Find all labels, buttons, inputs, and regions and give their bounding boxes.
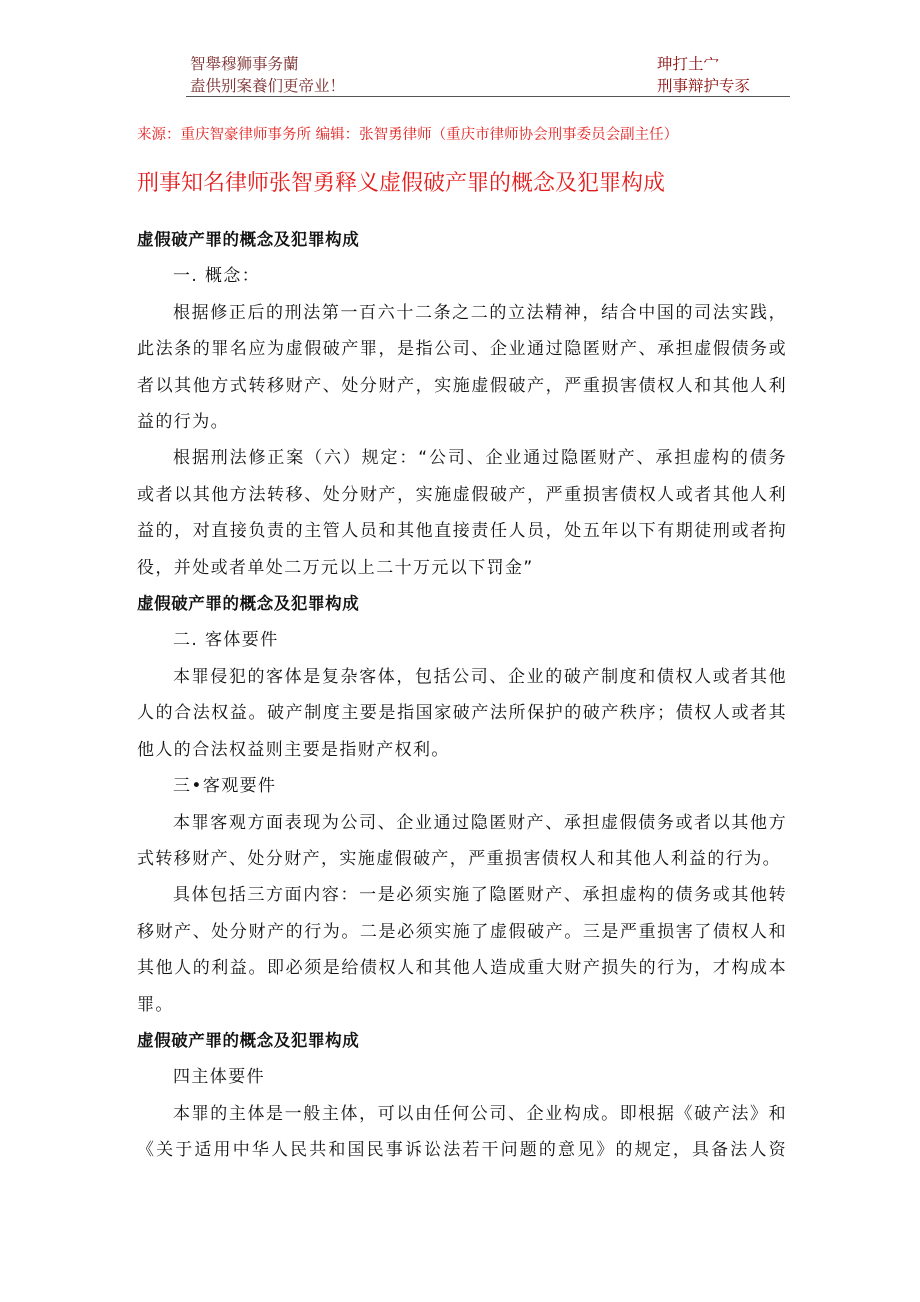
paragraph-line: 其他人的利益。即必须是给债权人和其他人造成重大财产损失的行为，才构成本 [137,958,787,979]
paragraph [137,295,787,441]
paragraph-line: 罪。 [137,994,174,1015]
paragraph [137,805,787,878]
header-left [190,53,345,97]
paragraph-line: 此法条的罪名应为虚假破产罪，是指公司、企业通过隐匿财产、承担虚假债务或 [137,339,787,360]
section-heading: 虚假破产罪的概念及犯罪构成 [137,594,360,614]
header-right-line: 刑事辩护专豕 [657,77,751,95]
header-left-line: 智舉穆狮事务蘭 [190,55,299,73]
paragraph-line: 者以其他方式转移财产、处分财产，实施虚假破产，严重损害债权人和其他人利 [137,375,787,396]
paragraph-line: 或者以其他方法转移、处分财产，实施虚假破产，严重损害债权人或者其他人利 [137,484,787,505]
paragraph-line: 移财产、处分财产的行为。二是必须实施了虚假破产。三是严重损害了债权人和 [137,921,787,942]
subsection-heading: 二. 客体要件 [173,630,279,651]
paragraph [137,659,787,768]
header-divider [186,96,790,97]
paragraph-line: 本罪客观方面表现为公司、企业通过隐匿财产、承担虚假债务或者以其他方 [173,812,787,833]
subsection-heading: 四主体要件 [173,1067,265,1088]
header-left-line: 盍供别案養们更帝业！ [190,77,346,95]
paragraph-line: 具体包括三方面内容：一是必须实施了隐匿财产、承担虚构的债务或其他转 [173,885,787,906]
paragraph [137,1096,787,1169]
paragraph-line: 役，并处或者单处二万元以上二十万元以下罚金” [137,557,534,578]
document-title: 刑事知名律师张智勇释义虚假破产罪的概念及犯罪构成 [137,171,666,196]
paragraph [137,877,787,1023]
paragraph-line: 他人的合法权益则主要是指财产权利。 [137,739,450,760]
header-right [657,53,750,97]
section-heading: 虚假破产罪的概念及犯罪构成 [137,230,360,249]
document-body [137,222,787,1169]
paragraph-line: 益的，对直接负责的主管人员和其他直接责任人员，处五年以下有期徒刑或者拘 [137,521,787,542]
paragraph-line: 根据修正后的刑法第一百六十二条之二的立法精神，结合中国的司法实践， [173,302,787,323]
paragraph-line: 本罪的主体是一般主体，可以由任何公司、企业构成。即根据《破产法》和 [173,1103,787,1124]
paragraph-line: 式转移财产、处分财产，实施虚假破产，严重损害债权人和其他人利益的行为。 [137,848,781,869]
paragraph-line: 本罪侵犯的客体是复杂客体，包括公司、企业的破产制度和债权人或者其他 [173,666,787,687]
paragraph-line: 《关于适用中华人民共和国民事诉讼法若干问题的意见》的规定，具备法人资 [137,1140,787,1161]
source-line: 来源：重庆智豪律师事务所 编辑：张智勇律师（重庆市律师协会刑事委员会副主任） [137,127,679,143]
paragraph [137,440,787,586]
paragraph-line: 益的行为。 [137,412,229,433]
paragraph-line: 根据刑法修正案（六）规定：“公司、企业通过隐匿财产、承担虚构的债务 [173,448,787,469]
subsection-heading: 一. 概念： [173,266,261,287]
header-right-line: 珅打土宀 [657,55,720,73]
subsection-heading: 三•客观要件 [173,776,277,797]
section-heading: 虚假破产罪的概念及犯罪构成 [137,1030,360,1050]
paragraph-line: 人的合法权益。破产制度主要是指国家破产法所保护的破产秩序；债权人或者其 [137,703,787,724]
